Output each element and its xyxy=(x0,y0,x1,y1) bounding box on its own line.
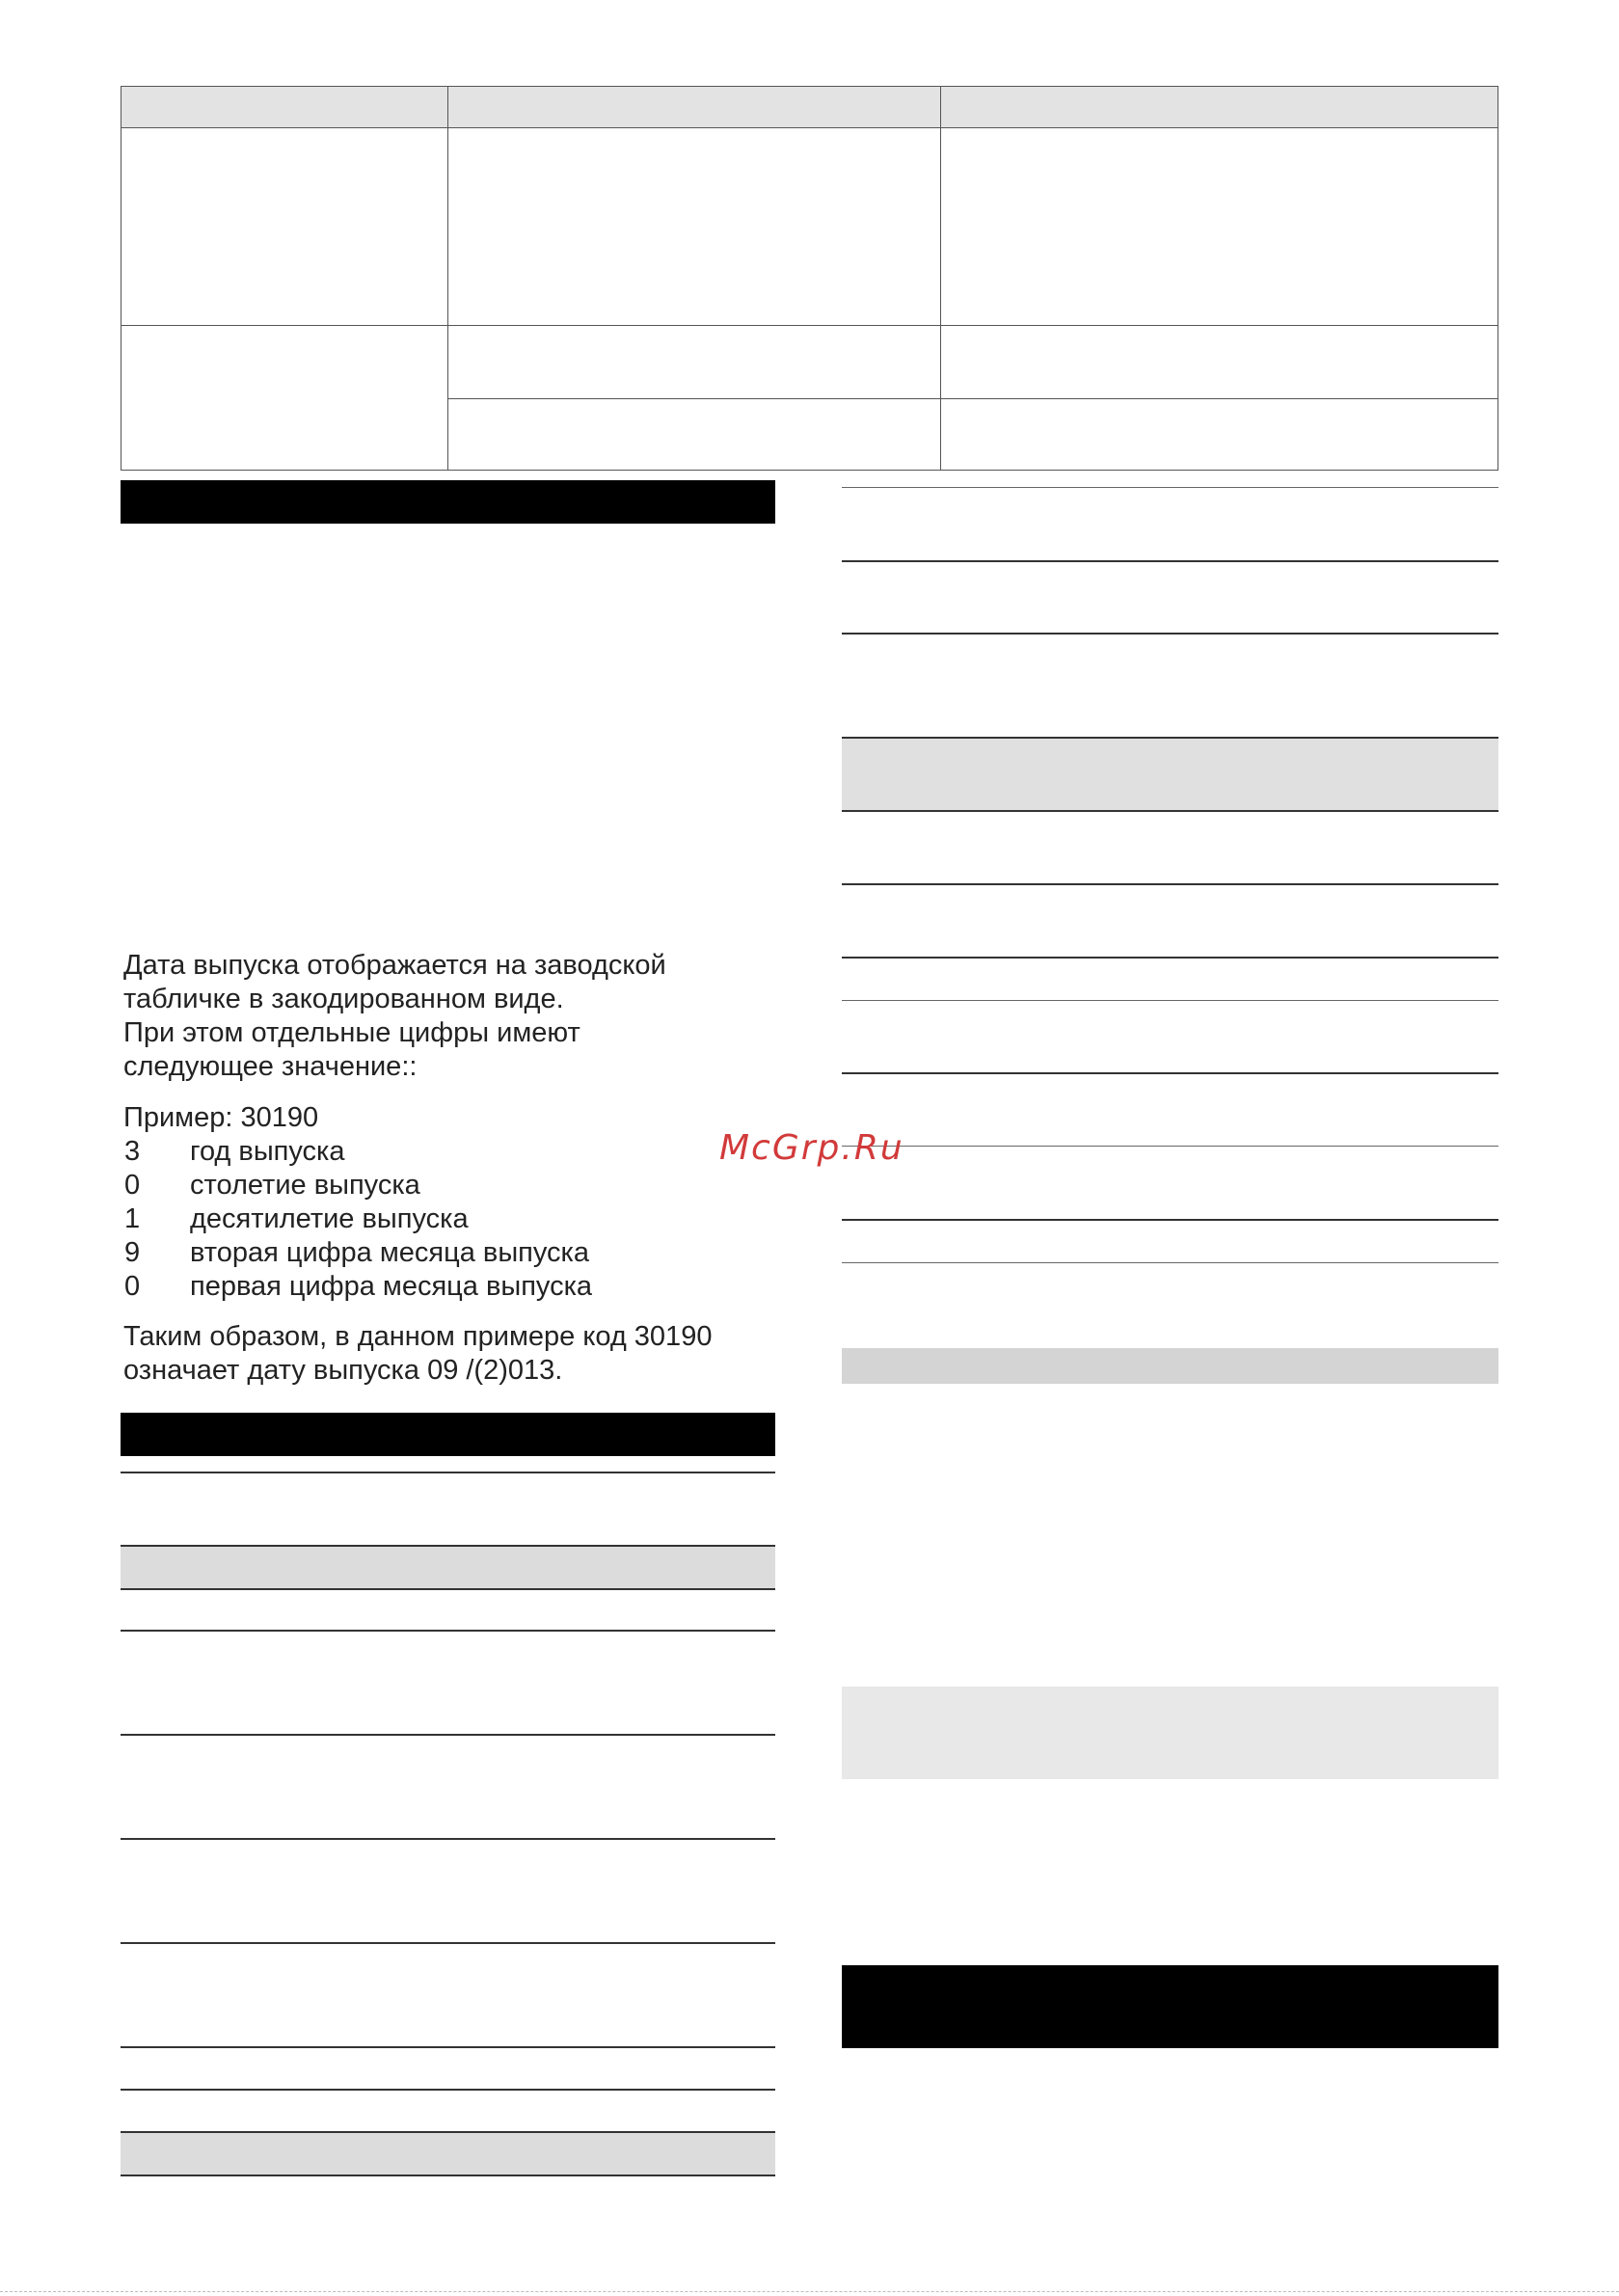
section-heading-bar-3 xyxy=(842,1965,1498,2048)
right-table-rule xyxy=(842,1000,1498,1001)
intro-line-1: Дата выпуска отображается на заводской xyxy=(123,950,666,981)
right-table-rule xyxy=(842,1262,1498,1263)
left-table-rule xyxy=(121,1838,775,1840)
left-table-rule xyxy=(121,1942,775,1944)
right-table-rule xyxy=(842,883,1498,885)
left-table-rule xyxy=(121,1472,775,1473)
top-table xyxy=(121,86,1498,471)
right-table-rule xyxy=(842,487,1498,488)
right-table-rule xyxy=(842,957,1498,959)
right-table-rule xyxy=(842,633,1498,635)
left-table-rule xyxy=(121,2089,775,2091)
table-col-divider-2 xyxy=(940,86,941,471)
section-heading-bar-1 xyxy=(121,480,775,524)
table-header-row xyxy=(121,87,1498,128)
code-digit-2: 0 xyxy=(124,1170,141,1201)
left-table-rule xyxy=(121,2046,775,2048)
left-table-subheader xyxy=(121,2133,775,2174)
code-digit-meaning-2: столетие выпуска xyxy=(190,1170,420,1201)
right-table-subheader xyxy=(842,739,1498,810)
conclusion-line-1: Таким образом, в данном примере код 30190 xyxy=(123,1321,713,1352)
right-section-subheading-bar xyxy=(842,1348,1498,1384)
intro-line-4: следующее значение:: xyxy=(123,1051,418,1082)
table-row-divider-2 xyxy=(447,398,1498,399)
code-digit-meaning-5: первая цифра месяца выпуска xyxy=(190,1271,593,1302)
intro-line-3: При этом отдельные цифры имеют xyxy=(123,1017,580,1048)
left-table-rule xyxy=(121,2174,775,2176)
code-digit-5: 0 xyxy=(124,1271,141,1302)
code-digit-meaning-1: год выпуска xyxy=(190,1136,345,1167)
left-table-rule xyxy=(121,1630,775,1632)
table-col-divider-1 xyxy=(447,86,448,471)
right-table-rule xyxy=(842,1072,1498,1074)
right-note-box xyxy=(842,1687,1498,1779)
code-digit-meaning-3: десятилетие выпуска xyxy=(190,1203,469,1234)
code-digit-4: 9 xyxy=(124,1237,141,1268)
right-table-rule xyxy=(842,810,1498,812)
conclusion-line-2: означает дату выпуска 09 /(2)013. xyxy=(123,1355,563,1386)
right-table-rule xyxy=(842,1219,1498,1221)
left-table-rule xyxy=(121,1734,775,1736)
left-table-rule xyxy=(121,1588,775,1590)
intro-line-2: табличке в закодированном виде. xyxy=(123,984,564,1014)
right-table-rule xyxy=(842,1146,1498,1147)
code-digit-meaning-4: вторая цифра месяца выпуска xyxy=(190,1237,590,1268)
left-table-subheader xyxy=(121,1547,775,1588)
table-row-divider-1 xyxy=(121,325,1498,326)
watermark: McGrp.Ru xyxy=(719,1128,904,1168)
section-heading-bar-2 xyxy=(121,1413,775,1456)
code-digit-3: 1 xyxy=(124,1203,141,1234)
example-label: Пример: 30190 xyxy=(123,1102,319,1133)
right-table-rule xyxy=(842,560,1498,562)
page-bottom-edge xyxy=(0,2291,1619,2296)
code-digit-1: 3 xyxy=(124,1136,141,1167)
